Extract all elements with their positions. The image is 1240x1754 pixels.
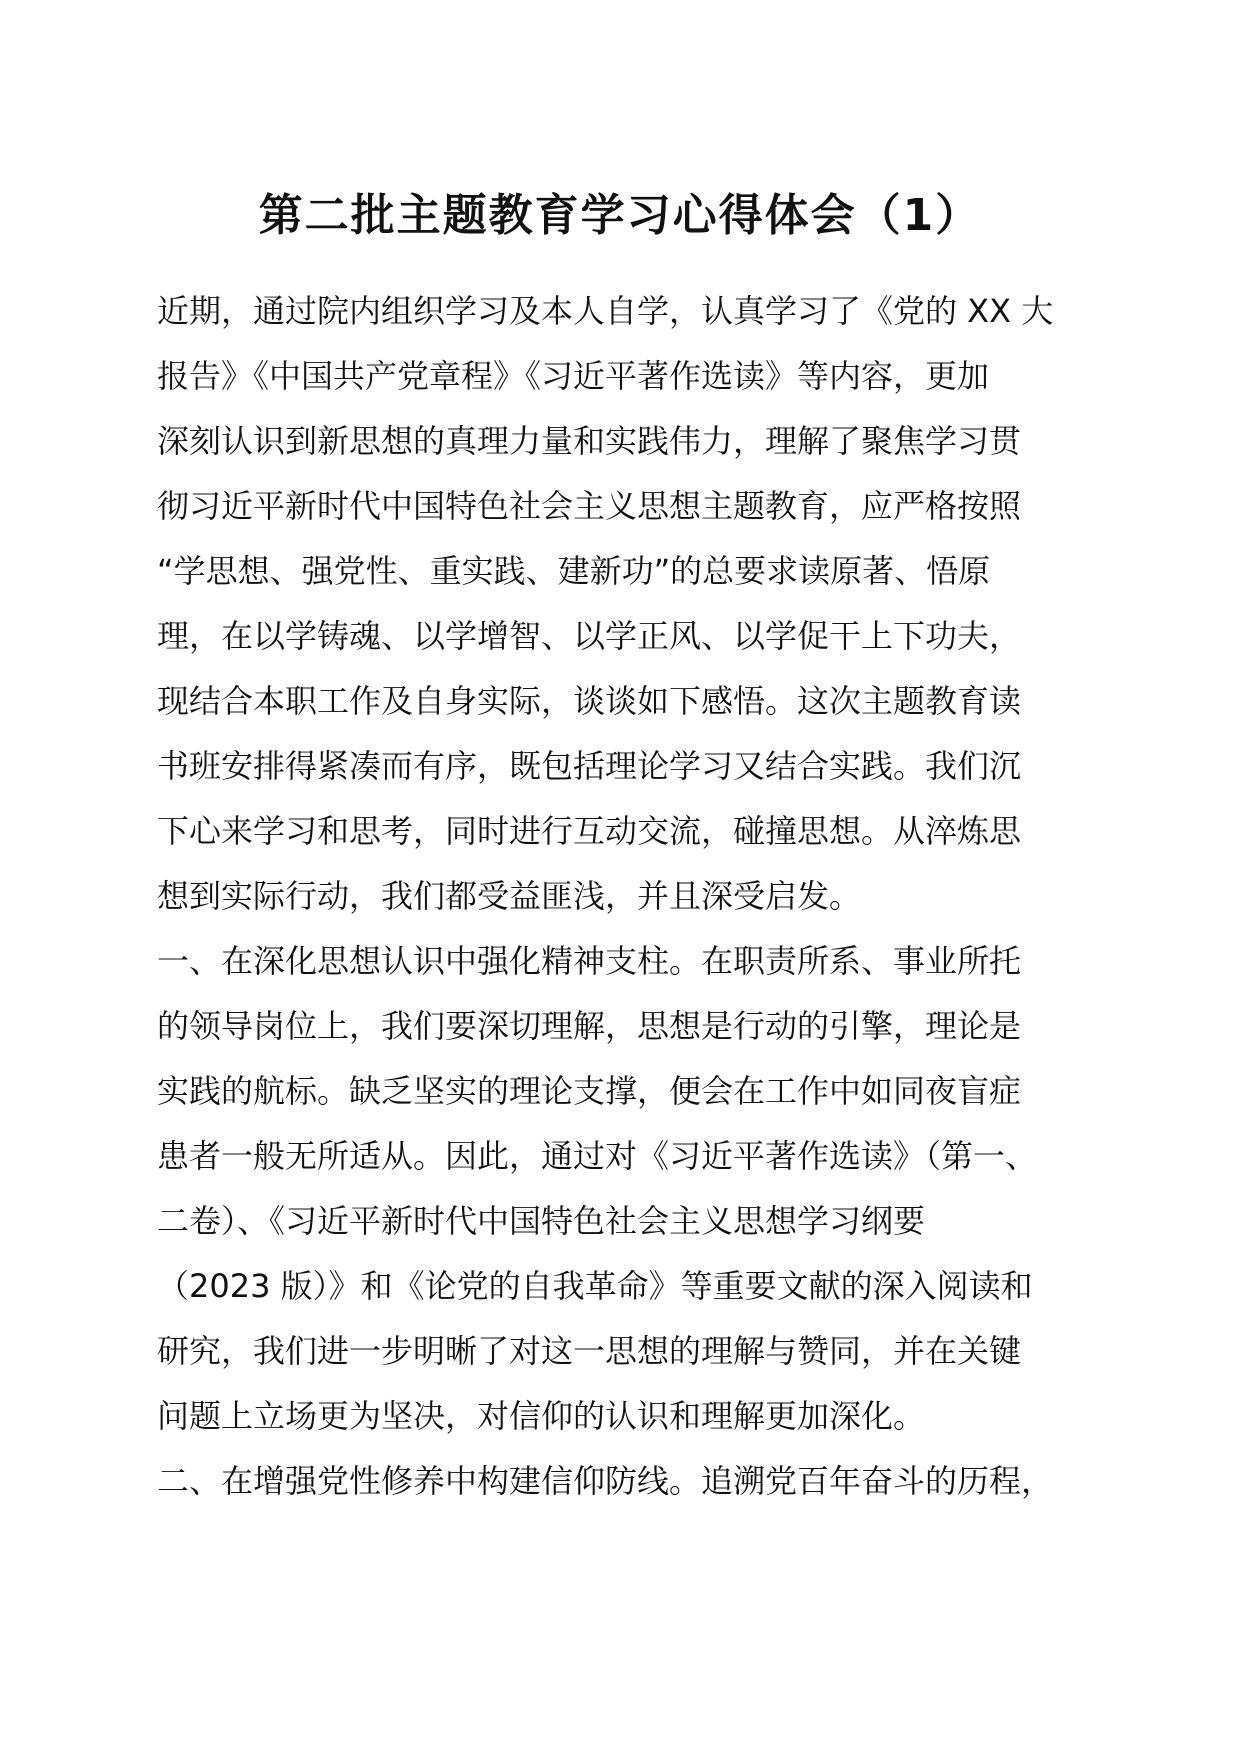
section-heading-line: 一、在深化思想认识中强化精神支柱。在职责所系、事业所托 [157,942,1022,980]
body-line: 的领导岗位上，我们要深切理解，思想是行动的引擎，理论是 [157,1007,1022,1045]
body-line: 研究，我们进一步明晰了对这一思想的理解与赞同，并在关键 [157,1332,1022,1370]
body-line: 深刻认识到新思想的真理力量和实践伟力，理解了聚焦学习贯 [157,422,1022,460]
section-heading-line: 二、在增强党性修养中构建信仰防线。追溯党百年奋斗的历程， [157,1462,1054,1500]
body-line: 二卷）、《习近平新时代中国特色社会主义思想学习纲要 [157,1202,926,1240]
body-line: （2023 版）》和《论党的自我革命》等重要文献的深入阅读和 [157,1267,1033,1305]
body-line: “学思想、强党性、重实践、建新功”的总要求读原著、悟原 [157,552,991,590]
body-line: 下心来学习和思考，同时进行互动交流，碰撞思想。从淬炼思 [157,812,1022,850]
body-line: 实践的航标。缺乏坚实的理论支撑，便会在工作中如同夜盲症 [157,1072,1022,1110]
document-title: 第二批主题教育学习心得体会（1） [258,190,982,241]
body-line: 彻习近平新时代中国特色社会主义思想主题教育，应严格按照 [157,487,1022,525]
body-line: 想到实际行动，我们都受益匪浅，并且深受启发。 [157,877,862,915]
body-line: 报告》《中国共产党章程》《习近平著作选读》等内容，更加 [157,357,990,395]
body-line: 理，在以学铸魂、以学增智、以学正风、以学促干上下功夫， [157,617,1022,655]
body-line: 患者一般无所适从。因此，通过对《习近平著作选读》（第一、 [157,1137,1038,1175]
body-line: 近期，通过院内组织学习及本人自学，认真学习了《党的 XX 大 [157,292,1054,330]
body-line: 问题上立场更为坚决，对信仰的认识和理解更加深化。 [157,1397,926,1435]
body-line: 现结合本职工作及自身实际，谈谈如下感悟。这次主题教育读 [157,682,1022,720]
body-line: 书班安排得紧凑而有序，既包括理论学习又结合实践。我们沉 [157,747,1022,785]
